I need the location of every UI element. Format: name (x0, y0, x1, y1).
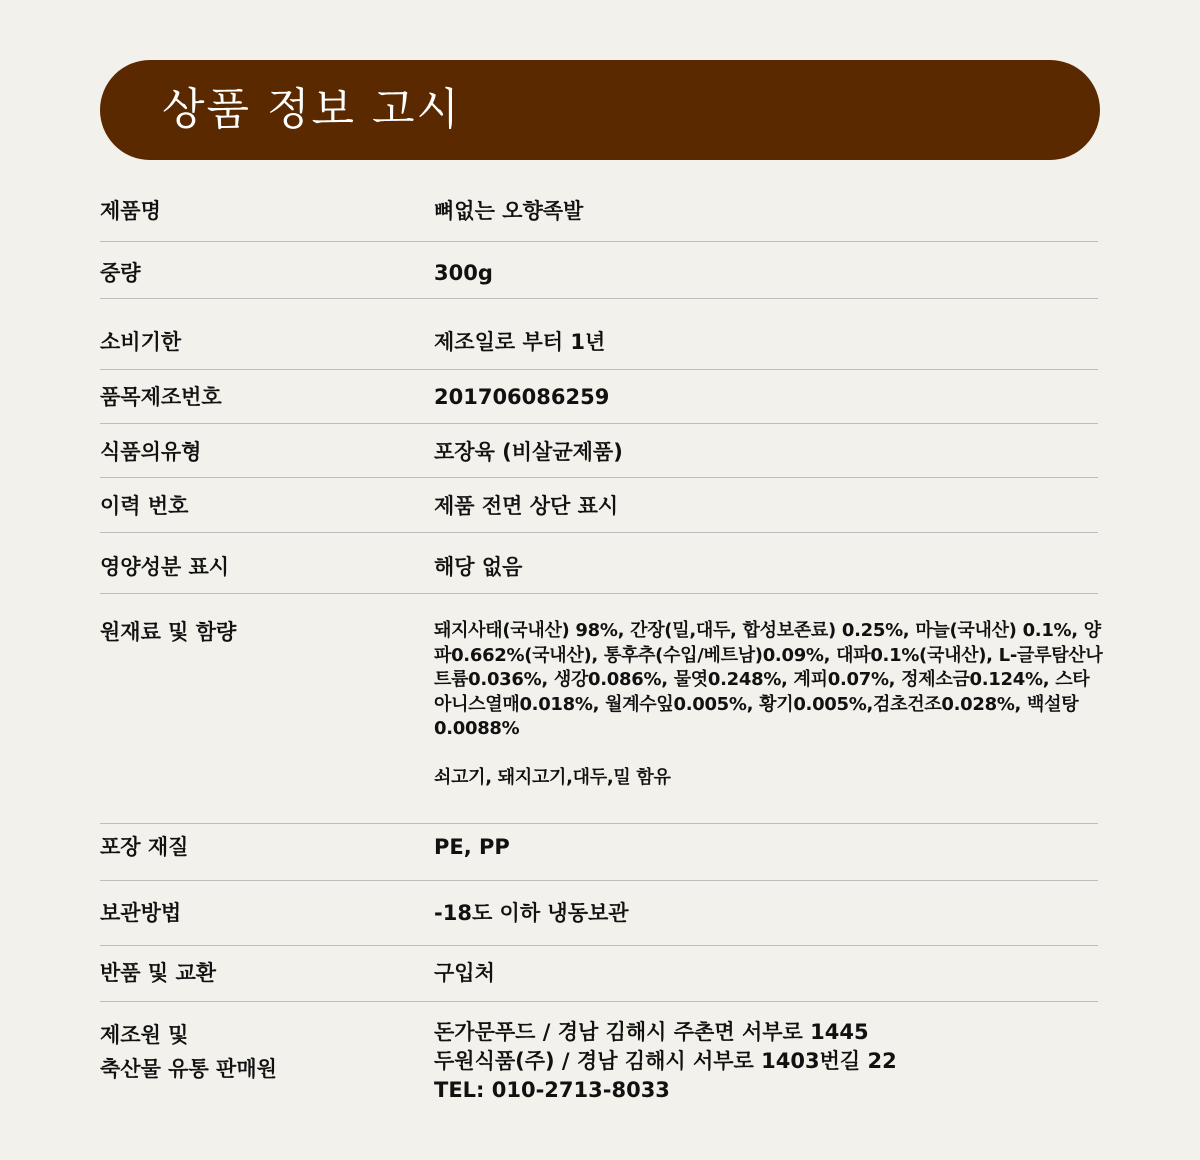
phone-line: TEL: 010-2713-8033 (434, 1078, 670, 1102)
manufacturer-line: 돈가문푸드 / 경남 김해시 주촌면 서부로 1445 (434, 1020, 869, 1044)
row-divider (100, 1001, 1098, 1002)
row-label: 포장 재질 (100, 835, 189, 859)
row-divider (100, 241, 1098, 242)
row-label: 반품 및 교환 (100, 961, 217, 985)
ingredients-block (434, 619, 1104, 790)
row-value: 제조일로 부터 1년 (434, 330, 606, 354)
row-value: 뼈없는 오향족발 (434, 199, 584, 223)
row-label: 소비기한 (100, 330, 182, 354)
row-label: 영양성분 표시 (100, 555, 230, 579)
row-value: -18도 이하 냉동보관 (434, 901, 629, 925)
row-label: 원재료 및 함량 (100, 620, 237, 644)
manufacturer-block (434, 1018, 1104, 1105)
row-divider (100, 298, 1098, 299)
row-value: 201706086259 (434, 385, 610, 409)
row-value: 해당 없음 (434, 555, 523, 579)
row-label: 제품명 (100, 199, 161, 223)
row-value: 포장육 (비살균제품) (434, 440, 623, 464)
allergen-text: 쇠고기, 돼지고기,대두,밀 함유 (434, 766, 671, 788)
ingredients-text: 돼지사태(국내산) 98%, 간장(밀,대두, 합성보존료) 0.25%, 마늘(국내산) 0.1%, 양파0.662%(국내산), 통후추(수입/베트남)0.09%, 대파0.1%(국내산), L-글루탐산나트륨0.036%, 생강0.086%, 물엿0.248%, 계피0.07%, 정제소금0.124%, 스타아니스열매0.018%, 월계수잎0.005%, 황기0.005%,검초건조0.028%, 백설탕0.0088% (434, 620, 1103, 739)
section-title: 상품 정보 고시 (162, 84, 461, 135)
row-divider (100, 423, 1098, 424)
seller-line: 두원식품(주) / 경남 김해시 서부로 1403번길 22 (434, 1049, 897, 1073)
row-divider (100, 532, 1098, 533)
row-label: 보관방법 (100, 901, 182, 925)
row-value: 구입처 (434, 961, 495, 985)
label-line: 제조원 및 (100, 1023, 189, 1047)
section-header (100, 60, 1100, 160)
row-divider (100, 477, 1098, 478)
row-divider (100, 945, 1098, 946)
row-value: 제품 전면 상단 표시 (434, 494, 619, 518)
row-value: PE, PP (434, 835, 510, 859)
row-label: 품목제조번호 (100, 385, 222, 409)
row-label: 중량 (100, 261, 141, 285)
row-divider (100, 369, 1098, 370)
row-label: 이력 번호 (100, 494, 189, 518)
row-label: 식품의유형 (100, 440, 202, 464)
row-divider (100, 880, 1098, 881)
row-value: 300g (434, 261, 493, 285)
row-label (100, 1018, 277, 1086)
paragraph-gap (434, 742, 1104, 766)
label-line: 축산물 유통 판매원 (100, 1057, 277, 1081)
row-divider (100, 593, 1098, 594)
row-divider (100, 823, 1098, 824)
